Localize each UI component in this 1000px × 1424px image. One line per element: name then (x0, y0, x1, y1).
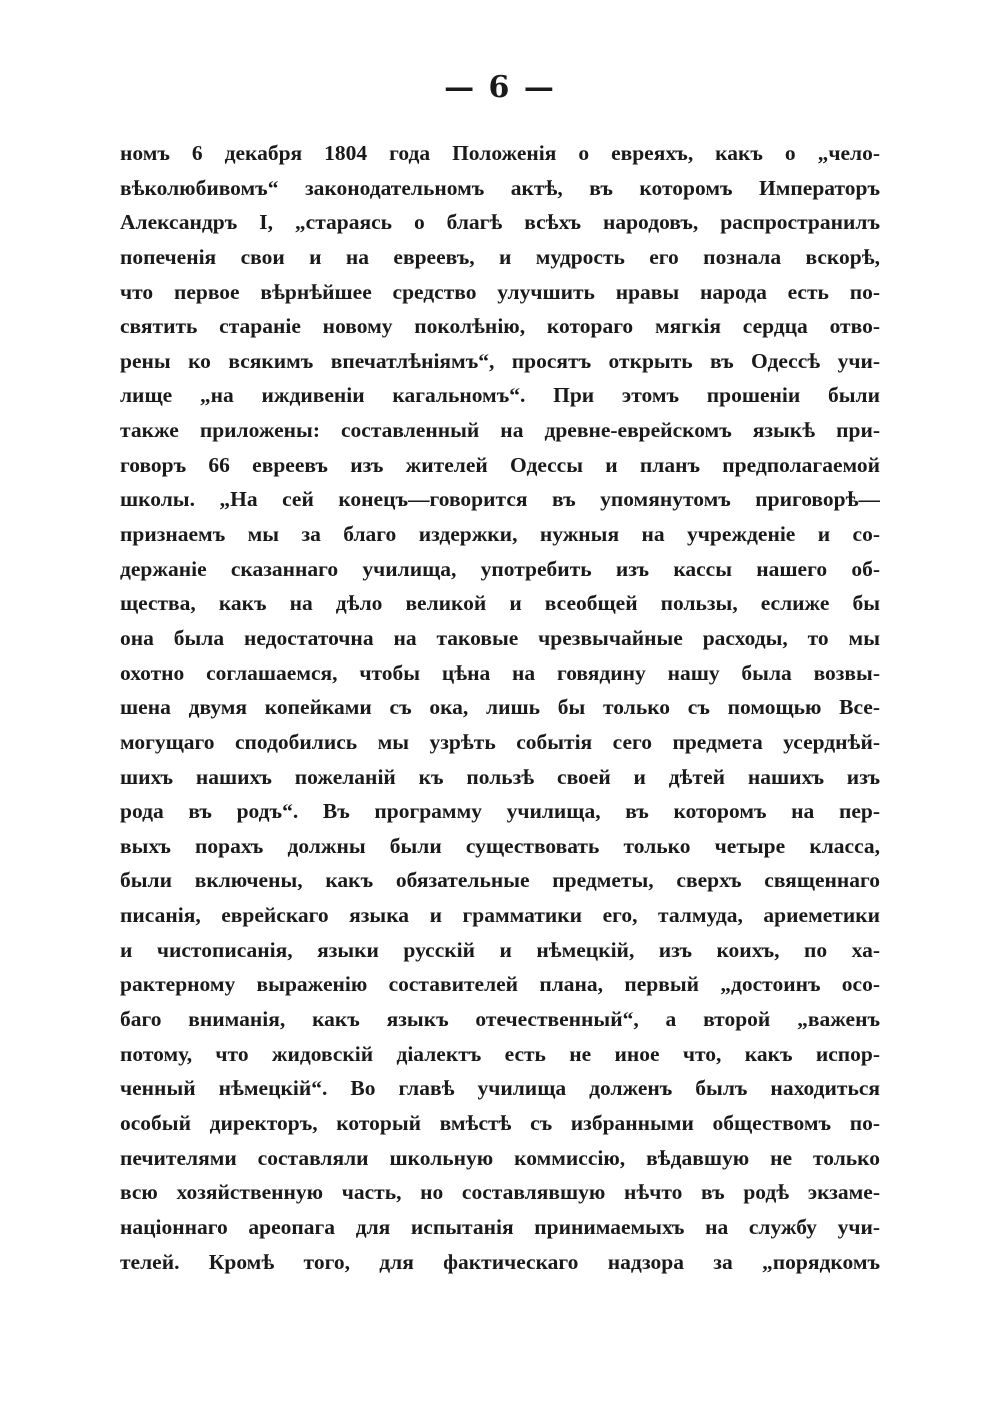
text-line: также приложены: составленный на древне-еврейскомъ языкѣ при- (120, 418, 880, 443)
text-line: писанія, еврейскаго языка и грамматики его, талмуда, ариеметики (120, 903, 880, 928)
page-number: — 6 — (444, 70, 556, 105)
text-line: школы. „На сей конецъ—говорится въ упомянутомъ приговорѣ— (120, 487, 880, 512)
text-line: что первое вѣрнѣйшее средство улучшить нравы народа есть по- (120, 279, 880, 304)
text-line: потому, что жидовскій діалектъ есть не иное что, какъ испор- (120, 1041, 880, 1066)
text-line: шихъ нашихъ пожеланій къ пользѣ своей и дѣтей нашихъ изъ (120, 764, 880, 789)
text-line: вѣколюбивомъ“ законодательномъ актѣ, въ которомъ Императоръ (120, 175, 880, 200)
text-line: были включены, какъ обязательные предметы, сверхъ священнаго (120, 868, 880, 893)
text-line: держаніе сказаннаго училища, употребить изъ кассы нашего об- (120, 556, 880, 581)
text-line: говоръ 66 евреевъ изъ жителей Одессы и планъ предполагаемой (120, 452, 880, 477)
text-line: печителями составляли школьную коммиссію, вѣдавшую не только (120, 1145, 880, 1170)
text-line: шена двумя копейками съ ока, лишь бы только съ помощью Все- (120, 695, 880, 720)
text-line: могущаго сподобились мы узрѣть событія сего предмета усерднѣй- (120, 729, 880, 754)
text-line: націоннаго ареопага для испытанія принимаемыхъ на службу учи- (120, 1214, 880, 1239)
text-line: щества, какъ на дѣло великой и всеобщей пользы, еслиже бы (120, 591, 880, 616)
text-line: рода въ родъ“. Въ программу училища, въ которомъ на пер- (120, 799, 880, 824)
text-line: всю хозяйственную часть, но составлявшую нѣчто въ родѣ экзаме- (120, 1180, 880, 1205)
text-line: лище „на иждивеніи кагальномъ“. При этомъ прошеніи были (120, 383, 880, 408)
text-line: рены ко всякимъ впечатлѣніямъ“, просятъ открыть въ Одессѣ учи- (120, 348, 880, 373)
text-line: особый директоръ, который вмѣстѣ съ избранными обществомъ по- (120, 1110, 880, 1135)
text-line: ченный нѣмецкій“. Во главѣ училища долженъ былъ находиться (120, 1076, 880, 1101)
text-line: рактерному выраженію составителей плана, первый „достоинъ осо- (120, 972, 880, 997)
text-line: попеченія свои и на евреевъ, и мудрость его познала вскорѣ, (120, 244, 880, 269)
text-line: она была недостаточна на таковые чрезвычайные расходы, то мы (120, 625, 880, 650)
text-line: номъ 6 декабря 1804 года Положенія о евреяхъ, какъ о „чело- (120, 141, 880, 165)
text-line: Александръ I, „стараясь о благѣ всѣхъ народовъ, распространилъ (120, 210, 880, 235)
text-line: охотно соглашаемся, чтобы цѣна на говядину нашу была возвы- (120, 660, 880, 685)
text-line: признаемъ мы за благо издержки, нужныя на учрежденіе и со- (120, 522, 880, 547)
text-line: святить стараніе новому поколѣнію, котораго мягкія сердца отво- (120, 314, 880, 339)
text-line: выхъ порахъ должны были существовать только четыре класса, (120, 833, 880, 858)
text-line: баго вниманія, какъ языкъ отечественный“, а второй „важенъ (120, 1007, 880, 1032)
text-line: телей. Кромѣ того, для фактическаго надзора за „порядкомъ (120, 1249, 880, 1274)
text-line: и чистописанія, языки русскій и нѣмецкій, изъ коихъ, по ха- (120, 937, 880, 962)
body-text (120, 136, 880, 1279)
